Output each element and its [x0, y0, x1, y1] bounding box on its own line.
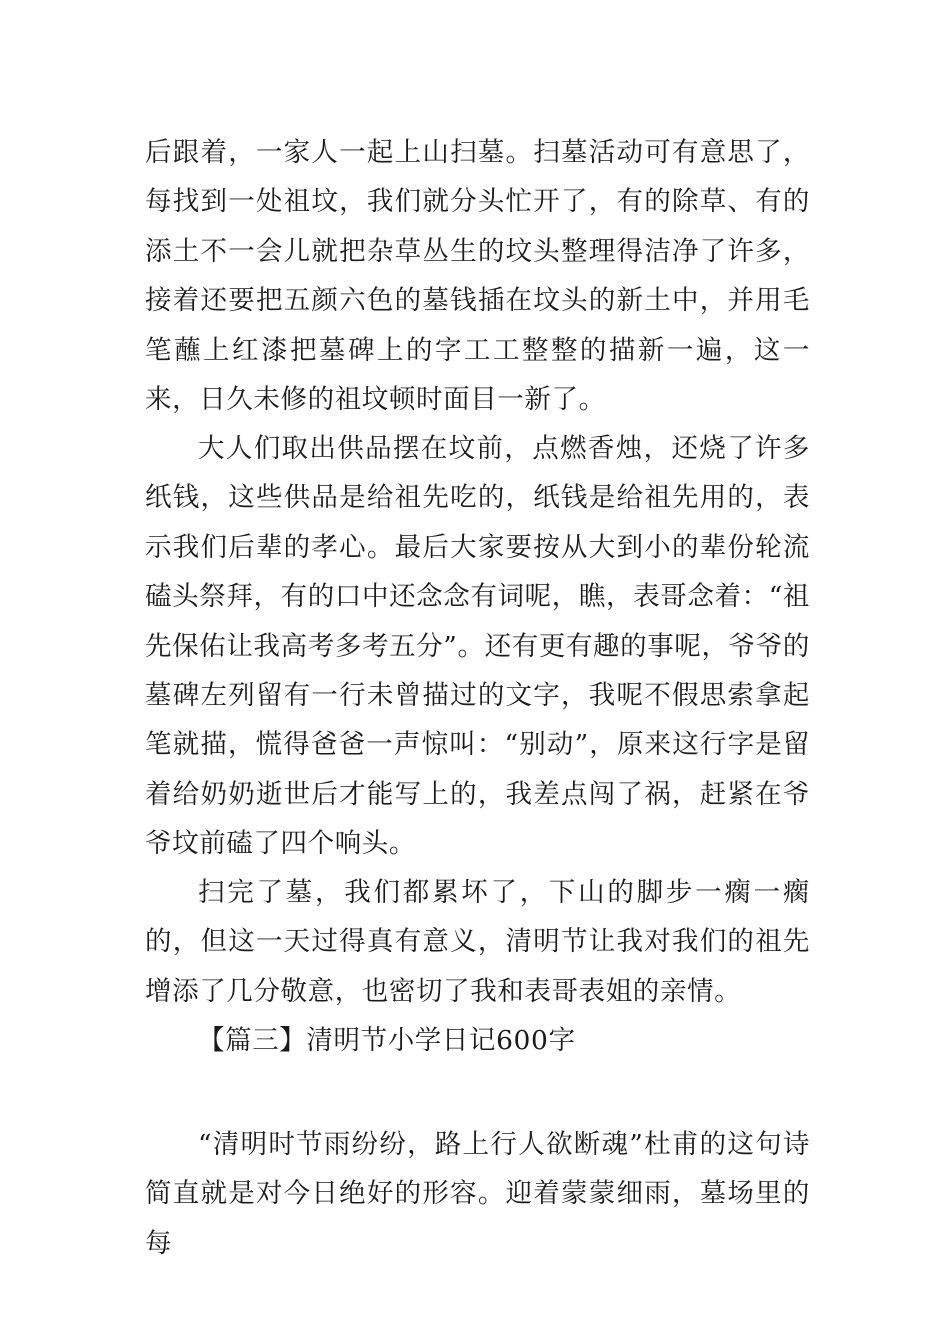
paragraph-1: [145, 128, 810, 424]
paragraph-3: [145, 868, 810, 1016]
paragraph-2: [145, 424, 810, 869]
paragraph-4-text: “清明时节雨纷纷，路上行人欲断魂”杜甫的这句诗简直就是对今日绝好的形容。迎着蒙蒙细雨，墓场里的每: [145, 1129, 810, 1259]
section-heading: 【篇三】清明节小学日记600字: [198, 1025, 576, 1056]
paragraph-2-text: 大人们取出供品摆在坟前，点燃香烛，还烧了许多纸钱，这些供品是给祖先吃的，纸钱是给祖先用的，表示我们后辈的孝心。最后大家要按从大到小的辈份轮流磕头祭拜，有的口中还念念有词呢，瞧，表哥念着：“祖先保佑让我高考多考五分”。还有更有趣的事呢，爷爷的墓碑左列留有一行未曾描过的文字，我呢不假思索拿起笔就描，慌得爸爸一声惊叫：“别动”，原来这行字是留着给奶奶逝世后才能写上的，我差点闯了祸，赶紧在爷爷坟前磕了四个响头。: [145, 433, 810, 860]
paragraph-3-text: 扫完了墓，我们都累坏了，下山的脚步一瘸一瘸的，但这一天过得真有意义，清明节让我对我们的祖先增添了几分敬意，也密切了我和表哥表姐的亲情。: [145, 877, 810, 1007]
paragraph-4: [145, 1120, 810, 1268]
paragraph-1-text: 后跟着，一家人一起上山扫墓。扫墓活动可有意思了，每找到一处祖坟，我们就分头忙开了，有的除草、有的添土不一会儿就把杂草丛生的坟头整理得洁净了许多，接着还要把五颜六色的墓钱插在坟头的新土中，并用毛笔蘸上红漆把墓碑上的字工工整整的描新一遍，这一来，日久未修的祖坟顿时面目一新了。: [145, 137, 810, 416]
